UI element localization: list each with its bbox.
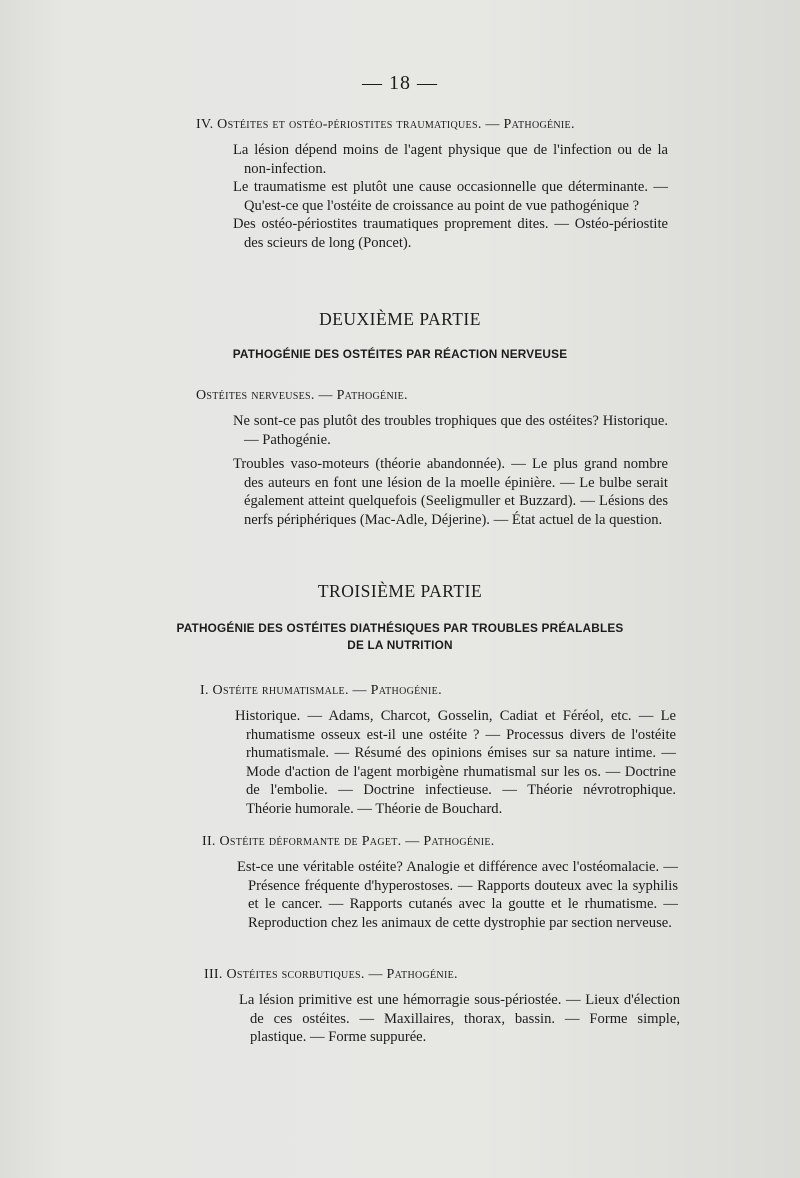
scorbutic-osteitis-heading: III. Ostéites scorbutiques. — Pathogénie. xyxy=(204,967,458,982)
paragraph: Historique. — Adams, Charcot, Gosselin, Cadiat et Féréol, etc. — Le rhumatisme osseux est-il une ostéite ? — Processus divers de l'ostéite rhumatismale. — Résumé des opinions émises sur sa nature intime. — Mode d'action de l'agent morbigène rhumatismal sur les os. — Doctrine de l'embolie. — Doctrine infectieuse. — Théorie névrotrophique. Théorie humorale. — Théorie de Bouchard. xyxy=(235,708,676,817)
section-iv-body xyxy=(233,141,668,253)
page-number: — 18 — xyxy=(362,72,438,94)
paragraph: Est-ce une véritable ostéite? Analogie et différence avec l'ostéomalacie. — Présence fréquente d'hyperostoses. — Rapports douteux avec la syphilis et le cancer. — Rapports cutanés avec la goutte et le rhumatisme. — Reproduction chez les animaux de cette dystrophie par section nerveuse. xyxy=(237,859,678,931)
paget-osteitis-body xyxy=(237,858,678,932)
part-two-subtitle: PATHOGÉNIE DES OSTÉITES PAR RÉACTION NERVEUSE xyxy=(232,347,568,361)
paragraph: Troubles vaso-moteurs (théorie abandonnée). — Le plus grand nombre des auteurs en font une lésion de la moelle épinière. — Le bulbe serait également atteint quelquefois (Seeligmuller et Buzzard). — Lésions des nerfs périphériques (Mac-Adle, Déjerine). — État actuel de la question. xyxy=(233,456,668,528)
rheumatic-osteitis-body xyxy=(235,707,676,819)
part-three-subtitle-line2: DE LA NUTRITION xyxy=(347,638,453,652)
paragraph: Ne sont-ce pas plutôt des troubles trophiques que des ostéites? Historique. — Pathogénie. xyxy=(233,413,668,448)
scorbutic-osteitis-body xyxy=(239,991,680,1047)
section-iv-heading: IV. Ostéites et ostéo-périostites traumatiques. — Pathogénie. xyxy=(196,117,575,132)
rheumatic-osteitis-heading: I. Ostéite rhumatismale. — Pathogénie. xyxy=(200,683,442,698)
paragraph: Des ostéo-périostites traumatiques proprement dites. — Ostéo-périostite des scieurs de long (Poncet). xyxy=(233,216,668,251)
part-two-title: DEUXIÈME PARTIE xyxy=(319,309,481,329)
paragraph: La lésion dépend moins de l'agent physique que de l'infection ou de la non-infection. xyxy=(233,142,668,177)
paragraph: La lésion primitive est une hémorragie sous-périostée. — Lieux d'élection de ces ostéites. — Maxillaires, thorax, bassin. — Forme simple, plastique. — Forme suppurée. xyxy=(239,992,680,1046)
paget-osteitis-heading: II. Ostéite déformante de Paget. — Pathogénie. xyxy=(202,834,495,849)
paragraph: Le traumatisme est plutôt une cause occasionnelle que déterminante. — Qu'est-ce que l'ostéite de croissance au point de vue pathogénique ? xyxy=(233,179,668,214)
nervous-osteitis-body xyxy=(233,412,668,530)
part-three-subtitle-line1: PATHOGÉNIE DES OSTÉITES DIATHÉSIQUES PAR TROUBLES PRÉALABLES xyxy=(176,621,624,635)
nervous-osteitis-heading: Ostéites nerveuses. — Pathogénie. xyxy=(196,388,408,403)
part-three-title: TROISIÈME PARTIE xyxy=(317,581,483,601)
